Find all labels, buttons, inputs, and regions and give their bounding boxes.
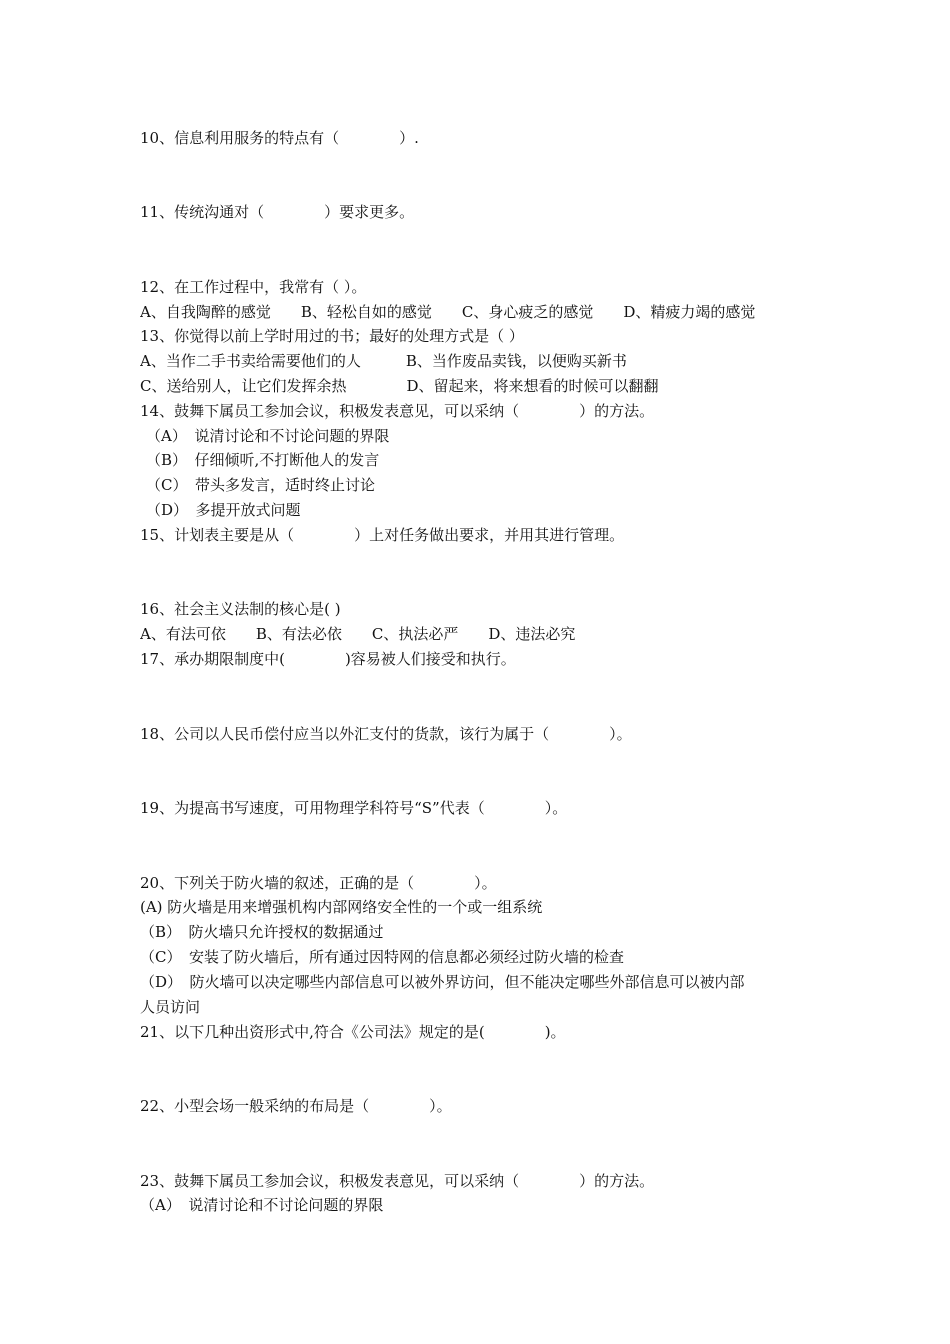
option-row <box>146 771 836 796</box>
option-line: C、送给别人，让它们发挥余热 D、留起来，将来想看的时候可以翻翻 <box>140 377 659 395</box>
question-stem: 11、传统沟通对（ ）要求更多。 <box>140 203 415 221</box>
question-stem: 16、社会主义法制的核心是( ) <box>140 600 341 618</box>
option-row <box>146 746 836 771</box>
option-line: （C） 安装了防火墙后，所有通过因特网的信息都必须经过防火墙的检查 <box>140 948 624 966</box>
option-line: （B） 仔细倾听,不打断他人的发言 <box>146 451 380 469</box>
option-row <box>146 672 836 697</box>
option-line: （D） 多提开放式问题 <box>146 501 301 519</box>
option-row <box>146 548 836 573</box>
question-stem: 15、计划表主要是从（ ）上对任务做出要求，并用其进行管理。 <box>140 526 625 544</box>
option-row <box>146 1044 836 1069</box>
question-stem: 22、小型会场一般采纳的布局是（ ）。 <box>140 1097 452 1115</box>
option-row <box>146 1144 836 1169</box>
question-stem: 19、为提高书写速度，可用物理学科符号“S”代表（ ）。 <box>140 799 568 817</box>
option-row <box>146 697 836 722</box>
option-row <box>146 151 836 176</box>
option-row <box>146 175 836 200</box>
option-line: A、当作二手书卖给需要他们的人 B、当作废品卖钱，以便购买新书 <box>140 352 627 370</box>
option-line: （A） 说清讨论和不讨论问题的界限 <box>140 1196 384 1214</box>
option-row <box>146 225 836 250</box>
option-line: （A） 说清讨论和不讨论问题的界限 <box>146 427 390 445</box>
option-row <box>146 846 836 871</box>
option-line: A、自我陶醉的感觉 B、轻松自如的感觉 C、身心疲乏的感觉 D、精疲力竭的感觉 <box>140 303 756 321</box>
option-line: （C） 带头多发言，适时终止讨论 <box>146 476 375 494</box>
option-row <box>146 250 836 275</box>
question-stem: 20、下列关于防火墙的叙述，正确的是（ ）。 <box>140 874 497 892</box>
option-row <box>146 573 836 598</box>
question-stem: 17、承办期限制度中( )容易被人们接受和执行。 <box>140 650 516 668</box>
question-stem: 13、你觉得以前上学时用过的书；最好的处理方式是（ ） <box>140 327 524 345</box>
option-row <box>146 1069 836 1094</box>
question-stem: 10、信息利用服务的特点有（ ）. <box>140 129 419 147</box>
question-stem: 21、以下几种出资形式中,符合《公司法》规定的是( )。 <box>140 1023 566 1041</box>
option-row <box>146 821 836 846</box>
option-line: （D） 防火墙可以决定哪些内部信息可以被外界访问，但不能决定哪些外部信息可以被内部 <box>140 973 745 991</box>
question-stem: 18、公司以人民币偿付应当以外汇支付的货款，该行为属于（ ）。 <box>140 725 632 743</box>
question-stem: 23、鼓舞下属员工参加会议，积极发表意见，可以采纳（ ）的方法。 <box>140 1172 655 1190</box>
question-stem: 12、在工作过程中，我常有（ ）。 <box>140 278 367 296</box>
option-row <box>146 1119 836 1144</box>
option-line: （B） 防火墙只允许授权的数据通过 <box>140 923 384 941</box>
option-line: (A) 防火墙是用来增强机构内部网络安全性的一个或一组系统 <box>140 898 543 916</box>
option-line: 人员访问 <box>140 998 201 1016</box>
option-line: A、有法可依 B、有法必依 C、执法必严 D、违法必究 <box>140 625 576 643</box>
question-stem: 14、鼓舞下属员工参加会议，积极发表意见，可以采纳（ ）的方法。 <box>140 402 655 420</box>
